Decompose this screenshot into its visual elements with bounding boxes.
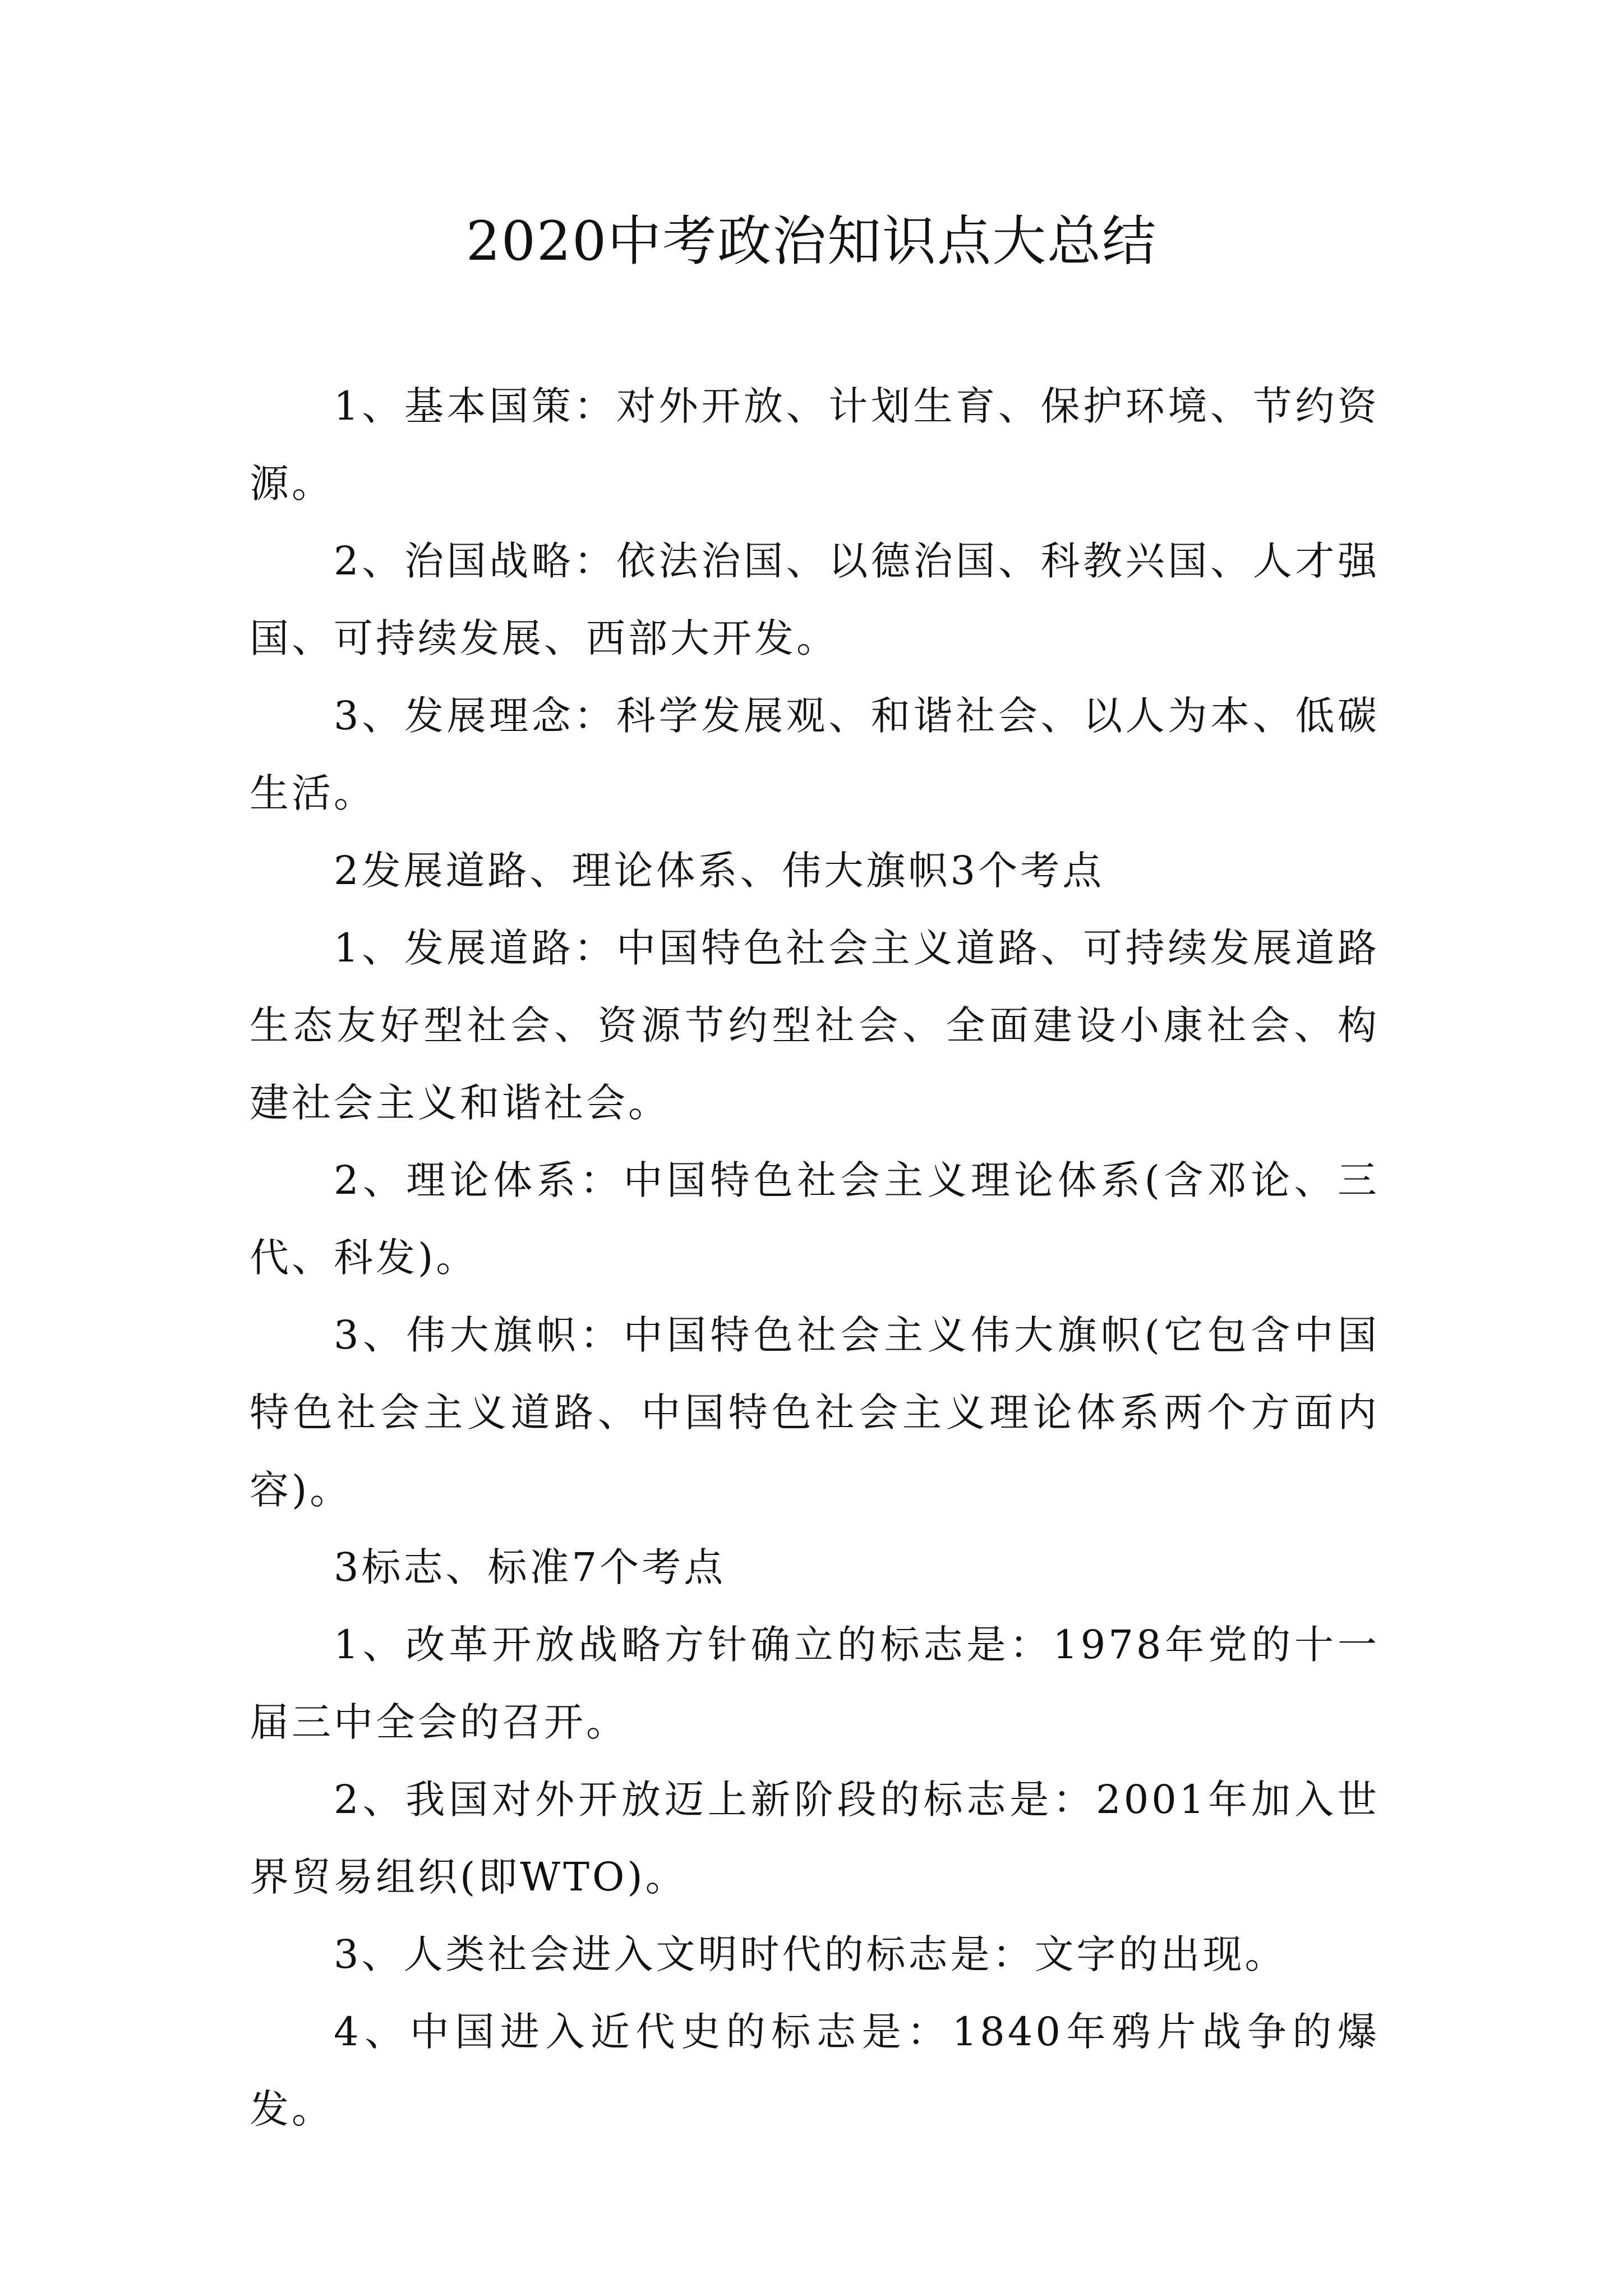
paragraph-reform-opening-mark: 1、改革开放战略方针确立的标志是：1978年党的十一届三中全会的召开。 xyxy=(250,1622,1380,1745)
paragraph-wto-mark: 2、我国对外开放迈上新阶段的标志是：2001年加入世界贸易组织(即WTO)。 xyxy=(250,1777,1380,1900)
paragraph-theoretical-system: 2、理论体系：中国特色社会主义理论体系(含邓论、三代、科发)。 xyxy=(250,1157,1380,1281)
section-heading-2: 2发展道路、理论体系、伟大旗帜3个考点 xyxy=(334,848,1105,894)
paragraph-development-path: 1、发展道路：中国特色社会主义道路、可持续发展道路生态友好型社会、资源节约型社会、全面建设小康社会、构建社会主义和谐社会。 xyxy=(250,925,1380,1126)
paragraph-great-banner: 3、伟大旗帜：中国特色社会主义伟大旗帜(它包含中国特色社会主义道路、中国特色社会主义理论体系两个方面内容)。 xyxy=(250,1312,1380,1513)
paragraph-basic-policies: 1、基本国策：对外开放、计划生育、保护环境、节约资源。 xyxy=(250,383,1380,507)
paragraph-modern-history-mark: 4、中国进入近代史的标志是：1840年鸦片战争的爆发。 xyxy=(250,2009,1380,2132)
page-title: 2020中考政治知识点大总结 xyxy=(465,210,1158,273)
paragraph-governance-strategies: 2、治国战略：依法治国、以德治国、科教兴国、人才强国、可持续发展、西部大开发。 xyxy=(250,538,1380,661)
document-body xyxy=(250,367,1380,2148)
paragraph-development-concepts: 3、发展理念：科学发展观、和谐社会、以人为本、低碳生活。 xyxy=(250,693,1380,816)
section-heading-3: 3标志、标准7个考点 xyxy=(334,1544,726,1590)
paragraph-civilization-mark: 3、人类社会进入文明时代的标志是：文字的出现。 xyxy=(334,1931,1287,1977)
